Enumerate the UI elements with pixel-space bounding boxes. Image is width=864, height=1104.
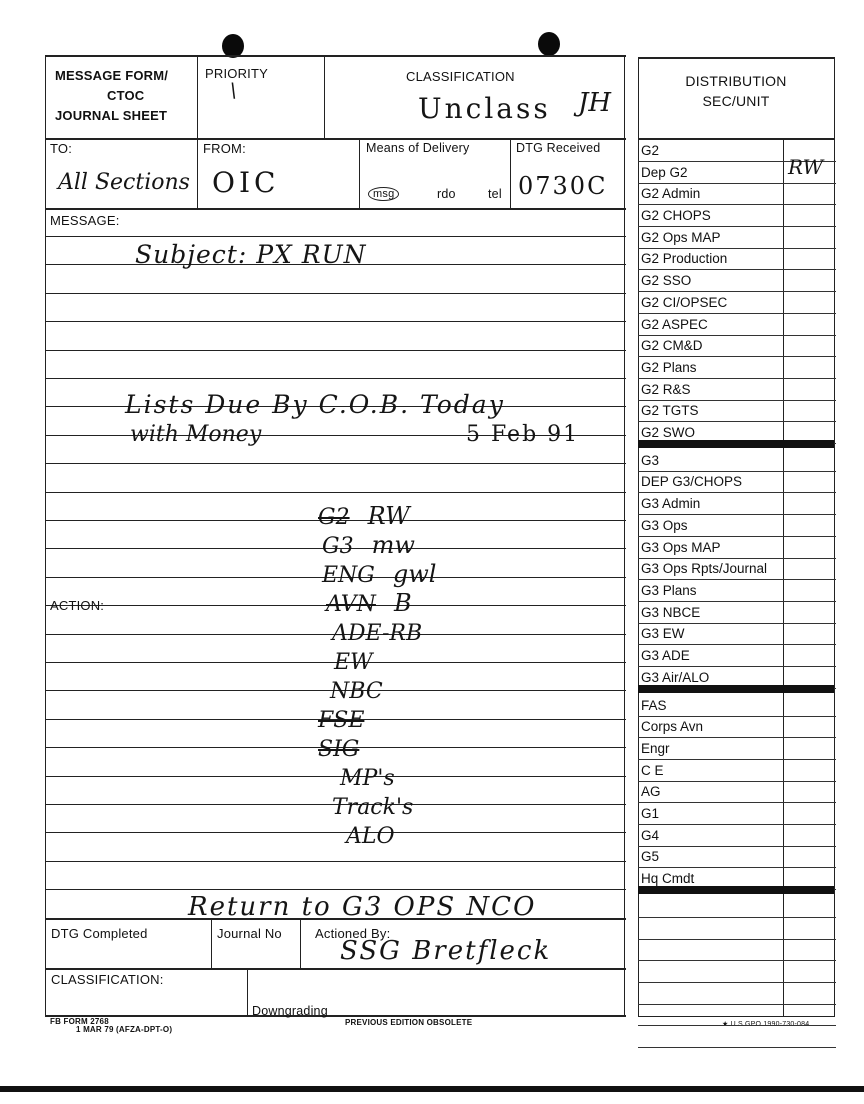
routing-entry — [322, 560, 436, 588]
distribution-row — [638, 183, 836, 205]
distribution-row-label: G2 ASPEC — [641, 317, 708, 332]
routing-entry — [318, 705, 382, 733]
routing-initials: B — [393, 589, 412, 617]
ruled-line — [45, 861, 626, 862]
distribution-divider — [638, 685, 834, 693]
routing-entry — [318, 734, 377, 762]
distribution-row — [638, 580, 836, 602]
distribution-row — [638, 248, 836, 270]
ruled-line — [45, 321, 626, 322]
actioned-by-label: Actioned By: — [315, 926, 391, 941]
distribution-row-label: G3 Ops MAP — [641, 540, 721, 555]
distribution-row-label: Engr — [641, 741, 670, 756]
distribution-row — [638, 760, 836, 782]
routing-entry — [322, 531, 415, 559]
ruled-line — [45, 350, 626, 351]
message-label: MESSAGE: — [50, 213, 120, 228]
routing-section-name: EW — [334, 650, 373, 675]
from-label: FROM: — [203, 141, 246, 156]
priority-label: PRIORITY — [205, 66, 268, 81]
distribution-row — [638, 803, 836, 825]
distribution-row-label: G2 Production — [641, 251, 728, 266]
action-label: ACTION: — [50, 598, 105, 613]
routing-entry — [332, 618, 440, 646]
distribution-row — [638, 335, 836, 357]
ruled-line — [45, 293, 626, 294]
distribution-row-label: Dep G2 — [641, 165, 688, 180]
journal-no-label: Journal No — [217, 926, 282, 941]
distribution-row-label: DEP G3/CHOPS — [641, 474, 743, 489]
distribution-row — [638, 961, 836, 983]
distribution-row-label: G2 TGTS — [641, 403, 699, 418]
distribution-row-label: G3 Ops — [641, 518, 688, 533]
distribution-row — [638, 515, 836, 537]
message-date: 5 Feb 91 — [466, 422, 580, 447]
distribution-row — [638, 825, 836, 847]
routing-section-name: AVN — [326, 592, 376, 617]
footer-gpo: ★ U S GPO 1990-730-084 — [722, 1021, 810, 1028]
distribution-row — [638, 270, 836, 292]
routing-entry — [318, 502, 410, 530]
dep-g2-initials: RW — [788, 155, 824, 179]
dtg-completed-label: DTG Completed — [51, 926, 148, 941]
classification-bottom-label: CLASSIFICATION: — [51, 972, 164, 987]
ruled-line — [45, 492, 626, 493]
distribution-row — [638, 558, 836, 580]
distribution-row — [638, 493, 836, 515]
ruled-line — [45, 378, 626, 379]
ruled-line — [45, 236, 626, 237]
distribution-row-label: G3 NBCE — [641, 605, 701, 620]
distribution-row-label: Hq Cmdt — [641, 871, 695, 886]
distribution-row-label: G2 CHOPS — [641, 208, 711, 223]
means-rdo: rdo — [437, 187, 456, 201]
routing-initials: RW — [367, 502, 410, 530]
distribution-row-label: G5 — [641, 849, 660, 864]
distribution-row-label: G2 — [641, 143, 660, 158]
distribution-row — [638, 983, 836, 1005]
distribution-row — [638, 738, 836, 760]
distribution-row — [638, 227, 836, 249]
routing-section-name: SIG — [318, 737, 360, 762]
distribution-row — [638, 205, 836, 227]
distribution-row-label: AG — [641, 784, 661, 799]
footer-previous-edition: PREVIOUS EDITION OBSOLETE — [345, 1018, 473, 1027]
dtg-received-value: 0730C — [518, 172, 608, 200]
routing-entry — [334, 647, 391, 675]
distribution-row — [638, 314, 836, 336]
distribution-row-label: FAS — [641, 698, 667, 713]
routing-section-name: NBC — [330, 679, 383, 704]
punch-hole-right — [538, 32, 560, 56]
classification-label: CLASSIFICATION — [406, 69, 515, 84]
distribution-row — [638, 645, 836, 667]
distribution-row — [638, 1026, 836, 1048]
distribution-row-label: G2 CI/OPSEC — [641, 295, 728, 310]
page-bottom-edge — [0, 1086, 864, 1092]
distribution-row-label: G2 Admin — [641, 186, 701, 201]
routing-entry — [340, 763, 413, 791]
distribution-row — [638, 379, 836, 401]
from-value: OIC — [212, 166, 280, 199]
distribution-divider — [638, 440, 834, 448]
distribution-row — [638, 400, 836, 422]
routing-section-name: Track's — [332, 795, 414, 820]
dtg-received-label: DTG Received — [516, 141, 601, 155]
routing-section-name: G3 — [322, 534, 354, 559]
routing-section-name: ENG — [322, 563, 375, 588]
routing-entry — [326, 589, 412, 617]
distribution-row — [638, 602, 836, 624]
distribution-row-label: G2 R&S — [641, 382, 691, 397]
distribution-row — [638, 781, 836, 803]
routing-section-name: MP's — [340, 766, 395, 791]
distribution-row — [638, 450, 836, 472]
routing-entry — [346, 821, 413, 849]
distribution-row-label: G2 CM&D — [641, 338, 703, 353]
message-line-1: Lists Due By C.O.B. Today — [125, 390, 505, 419]
distribution-row — [638, 292, 836, 314]
distribution-row — [638, 846, 836, 868]
distribution-row — [638, 471, 836, 493]
ruled-line — [45, 776, 626, 777]
message-line-2: with Money — [130, 422, 262, 447]
distribution-row — [638, 357, 836, 379]
distribution-row — [638, 939, 836, 961]
classification-value: Unclass — [418, 92, 551, 125]
distribution-row — [638, 716, 836, 738]
distribution-row — [638, 1004, 836, 1026]
footer-form-number: FB FORM 2768 1 MAR 79 (AFZA-DPT-O) — [50, 1017, 173, 1034]
priority-value: \ — [230, 78, 237, 102]
distribution-row-label: C E — [641, 763, 664, 778]
distribution-row-label: G2 SWO — [641, 425, 696, 440]
ruled-line — [45, 889, 626, 890]
routing-section-name: ALO — [346, 824, 395, 849]
distribution-row-label: G3 ADE — [641, 648, 690, 663]
distribution-row-label: G3 Ops Rpts/Journal — [641, 561, 768, 576]
distribution-row — [638, 918, 836, 940]
routing-section-name: ADE-RB — [332, 621, 423, 646]
means-tel: tel — [488, 187, 502, 201]
to-label: TO: — [50, 141, 73, 156]
distribution-row — [638, 896, 836, 918]
message-subject: Subject: PX RUN — [135, 240, 367, 269]
distribution-row — [638, 623, 836, 645]
routing-section-name: FSE — [318, 708, 365, 733]
routing-entry — [332, 792, 431, 820]
distribution-row-label: G3 Air/ALO — [641, 670, 710, 685]
distribution-row-label: G3 Plans — [641, 583, 697, 598]
distribution-row-label: G2 Ops MAP — [641, 230, 721, 245]
means-of-delivery-label: Means of Delivery — [366, 141, 470, 155]
distribution-row-label: G2 SSO — [641, 273, 692, 288]
routing-section-name: G2 — [318, 505, 350, 530]
routing-initials: gwl — [392, 560, 437, 588]
distribution-row-label: G3 EW — [641, 626, 685, 641]
distribution-row-label: G3 — [641, 453, 660, 468]
distribution-row — [638, 537, 836, 559]
distribution-row-label: G2 Plans — [641, 360, 697, 375]
routing-entry — [330, 676, 401, 704]
ruled-line — [45, 832, 626, 833]
to-value: All Sections — [58, 170, 190, 195]
actioned-by-value: SSG Bretfleck — [340, 936, 552, 966]
distribution-header: DISTRIBUTION SEC/UNIT — [685, 73, 787, 109]
ruled-line — [45, 463, 626, 464]
routing-initials: mw — [371, 531, 415, 559]
return-note: Return to G3 OPS NCO — [188, 892, 537, 922]
distribution-divider — [638, 886, 834, 894]
classification-initials: JH — [578, 88, 612, 118]
downgrading-label: Downgrading — [252, 1004, 328, 1018]
distribution-row-label: G3 Admin — [641, 496, 701, 511]
distribution-row-label: Corps Avn — [641, 719, 704, 734]
form-title: MESSAGE FORM/ CTOC JOURNAL SHEET — [55, 68, 169, 123]
distribution-row-label: G1 — [641, 806, 660, 821]
distribution-row — [638, 695, 836, 717]
means-msg: msg — [368, 187, 399, 201]
distribution-row-label: G4 — [641, 828, 660, 843]
